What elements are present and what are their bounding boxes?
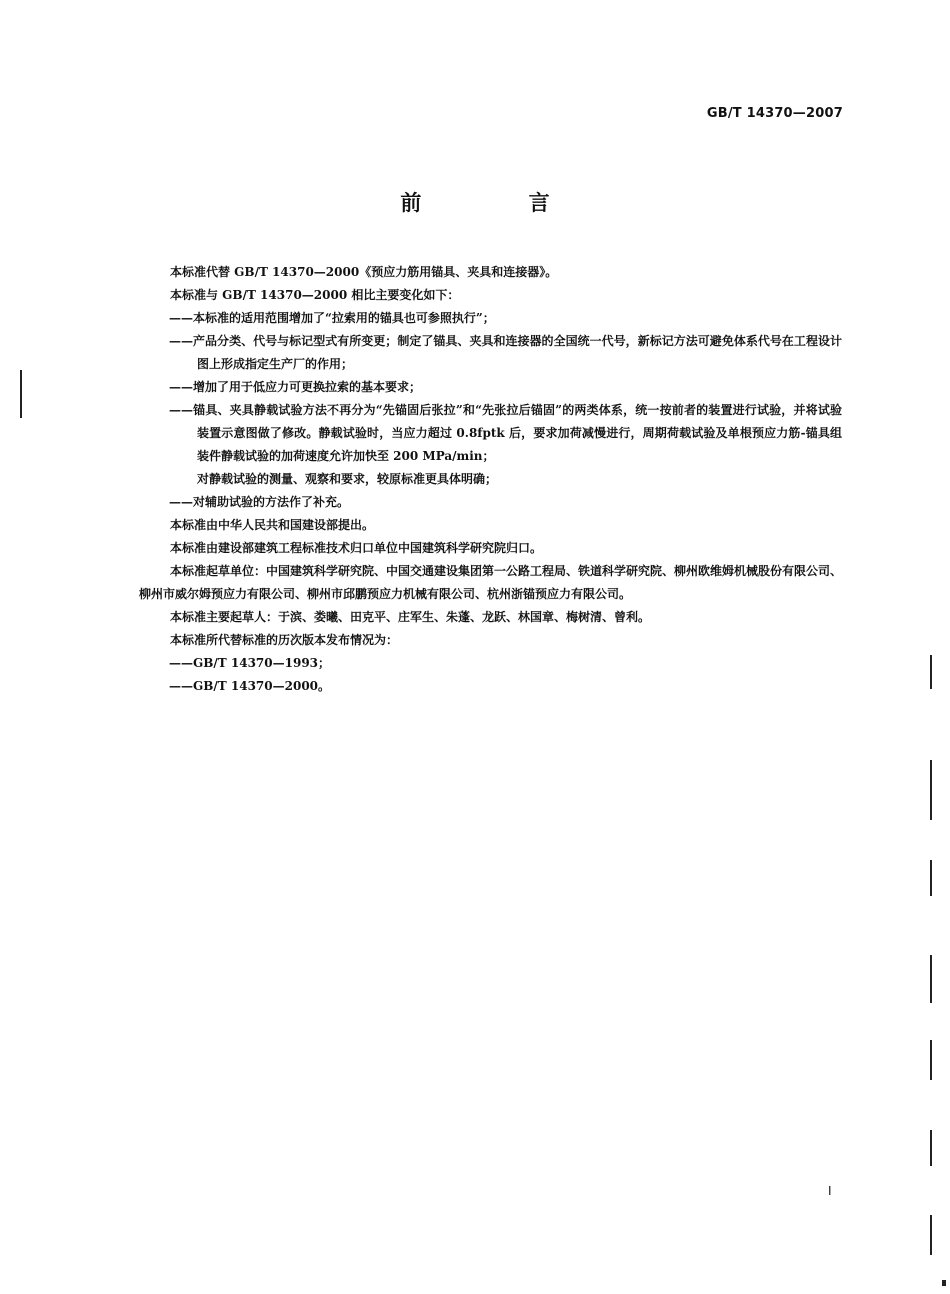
scan-mark <box>930 655 932 689</box>
scan-mark <box>930 1215 932 1255</box>
paragraph: 本标准与 GB/T 14370—2000 相比主要变化如下： <box>170 288 460 302</box>
list-item: ——锚具、夹具静载试验方法不再分为“先锚固后张拉”和“先张拉后锚固”的两类体系，统一按前者的装置进行试验，并将试验装置示意图做了修改。静载试验时，当应力超过 0.8fptk 后，要求加荷减慢进行，周期荷载试验及单根预应力筋-锚具组装件静载试验的加荷速度允许加快至 200 MPa/min； <box>169 403 842 463</box>
paragraph: 本标准代替 GB/T 14370—2000《预应力筋用锚具、夹具和连接器》。 <box>170 265 558 279</box>
list-item: ——对辅助试验的方法作了补充。 <box>169 495 350 509</box>
list-item-continuation: 对静载试验的测量、观察和要求，较原标准更具体明确； <box>197 472 498 486</box>
scan-mark <box>20 370 22 418</box>
standard-code: GB/T 14370—2007 <box>706 106 843 121</box>
list-item: ——产品分类、代号与标记型式有所变更；制定了锚具、夹具和连接器的全国统一代号，新标记方法可避免体系代号在工程设计图上形成指定生产厂的作用； <box>169 334 842 371</box>
paragraph: 本标准所代替标准的历次版本发布情况为： <box>170 633 399 647</box>
list-item: ——GB/T 14370—2000。 <box>169 679 331 693</box>
paragraph: 本标准主要起草人：于滨、娄曦、田克平、庄军生、朱蓬、龙跃、林国章、梅树清、曾利。 <box>170 610 651 624</box>
list-item: ——GB/T 14370—1993； <box>169 656 331 670</box>
body-text <box>139 261 842 698</box>
scan-mark <box>942 1280 946 1286</box>
paragraph: 本标准起草单位：中国建筑科学研究院、中国交通建设集团第一公路工程局、铁道科学研究院、柳州欧维姆机械股份有限公司、柳州市威尔姆预应力有限公司、柳州市邱鹏预应力机械有限公司、杭州浙锚预应力有限公司。 <box>139 564 843 601</box>
scan-mark <box>930 760 932 820</box>
scan-mark <box>930 1040 932 1080</box>
list-item: ——本标准的适用范围增加了“拉索用的锚具也可参照执行”； <box>169 311 495 325</box>
paragraph: 本标准由建设部建筑工程标准技术归口单位中国建筑科学研究院归口。 <box>170 541 543 555</box>
page-title: 前 言 <box>400 190 600 215</box>
scan-mark <box>930 1130 932 1166</box>
page-number: I <box>828 1184 832 1198</box>
paragraph: 本标准由中华人民共和国建设部提出。 <box>170 518 375 532</box>
list-item: ——增加了用于低应力可更换拉索的基本要求； <box>169 380 422 394</box>
scan-mark <box>930 955 932 1003</box>
scan-mark <box>930 860 932 896</box>
